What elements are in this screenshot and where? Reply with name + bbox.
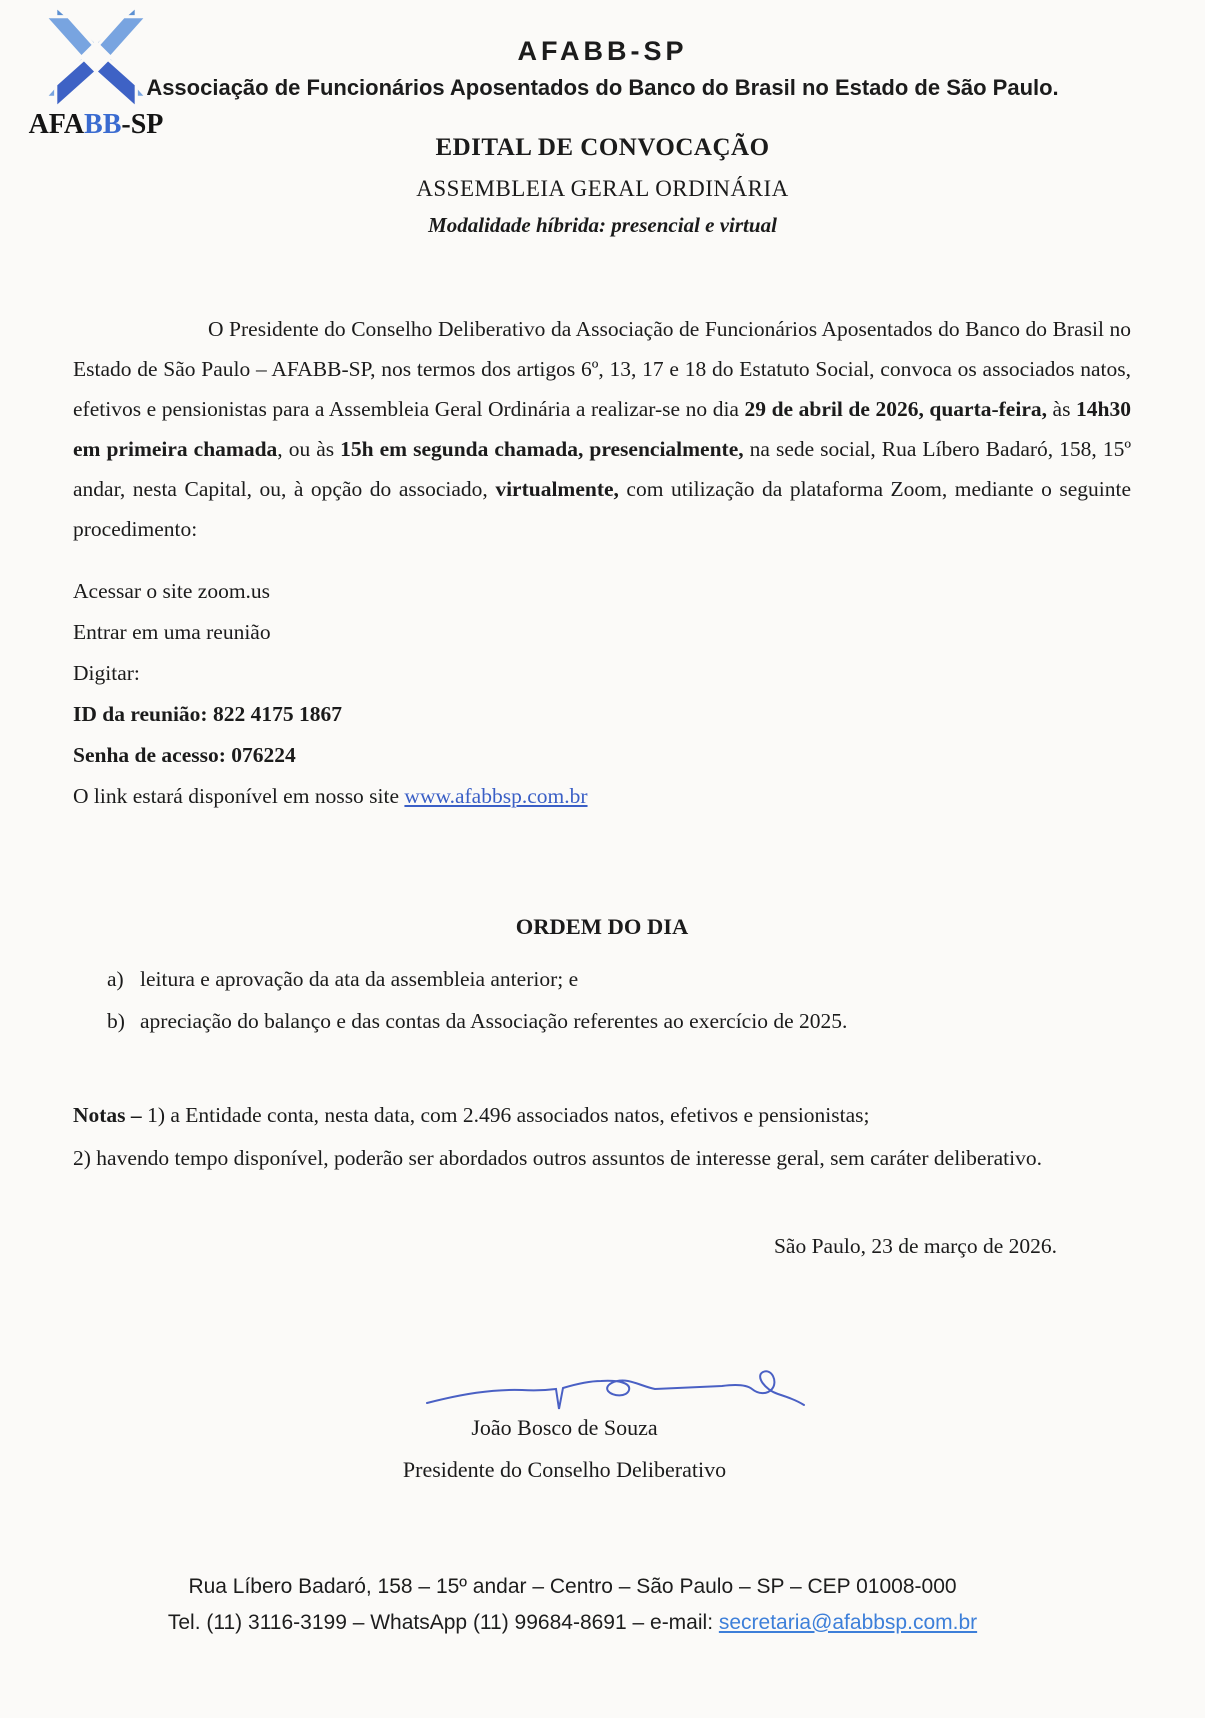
meeting-id-line: ID da reunião: 822 4175 1867 xyxy=(73,701,342,726)
logo-wordmark-suffix: -SP xyxy=(121,109,164,140)
document-subtitle: ASSEMBLEIA GERAL ORDINÁRIA xyxy=(416,176,789,201)
paragraph-segment: com utilização da plataforma Zoom, mediante o seguinte procedimento: xyxy=(73,477,1132,541)
logo-wordmark xyxy=(14,110,178,140)
zoom-procedure xyxy=(73,571,1131,817)
logo-wordmark-prefix: AFA xyxy=(28,109,85,140)
letterhead xyxy=(0,0,1205,140)
paragraph-segment: , ou às xyxy=(277,437,341,461)
note-1 xyxy=(73,1094,1131,1137)
paragraph-segment: às xyxy=(1047,397,1077,421)
procedure-step: Acessar o site zoom.us xyxy=(73,578,271,603)
footer xyxy=(0,1569,1175,1641)
note-1-text: 1) a Entidade conta, nesta data, com 2.496 associados natos, efetivos e pensionistas; xyxy=(147,1102,870,1127)
paragraph-segment: na sede social, Rua Líbero Badaró, 158, 15º andar, nesta Capital, ou, à opção do associado, xyxy=(73,437,1131,501)
paragraph-segment-bold: 14h30 em primeira chamada xyxy=(73,397,1131,461)
footer-contacts xyxy=(0,1605,1175,1641)
footer-email-link[interactable]: secretaria@afabbsp.com.br xyxy=(718,1610,978,1634)
notes-block xyxy=(73,1094,1131,1180)
signature-block xyxy=(0,1359,1205,1487)
org-acronym: AFABB-SP xyxy=(517,36,688,66)
signature-stroke xyxy=(427,1371,804,1409)
logo-wordmark-highlight: BB xyxy=(84,109,122,140)
paragraph-segment-bold: 29 de abril de 2026, quarta-feira, xyxy=(744,397,1047,421)
note-2: 2) havendo tempo disponível, poderão ser abordados outros assuntos de interesse geral, sem caráter deliberativo. xyxy=(73,1145,1042,1170)
signer-name: João Bosco de Souza xyxy=(471,1414,658,1440)
procedure-step: Digitar: xyxy=(73,660,140,685)
footer-address: Rua Líbero Badaró, 158 – 15º andar – Centro – São Paulo – SP – CEP 01008-000 xyxy=(188,1574,957,1598)
org-full-name: Associação de Funcionários Aposentados do Banco do Brasil no Estado de São Paulo. xyxy=(146,75,1059,100)
document-body xyxy=(0,309,1205,1267)
document-title: EDITAL DE CONVOCAÇÃO xyxy=(435,134,770,161)
paragraph-segment-bold: 15h em segunda chamada, presencialmente, xyxy=(340,437,744,461)
agenda-heading: ORDEM DO DIA xyxy=(515,913,689,939)
paragraph-segment: O Presidente do Conselho Deliberativo da Associação de Funcionários Aposentados do Banco do Brasil no Estado de São Paulo – AFABB-SP, nos termos dos artigos 6º, 13, 17 e 18 do Estatuto Social, convoca os associados natos, efetivos e pensionistas para a Assembleia Geral Ordinária a realizar-se no dia xyxy=(73,317,1131,421)
afabb-logo xyxy=(14,4,178,140)
meeting-password-line: Senha de acesso: 076224 xyxy=(73,742,296,767)
signer-role: Presidente do Conselho Deliberativo xyxy=(402,1456,727,1482)
procedure-step: Entrar em uma reunião xyxy=(73,619,271,644)
agenda-item-label: b) xyxy=(107,1008,125,1033)
site-link-line xyxy=(73,776,1131,817)
footer-contacts-prefix: Tel. (11) 3116-3199 – WhatsApp (11) 99684-8691 – e-mail: xyxy=(167,1610,719,1634)
agenda-item-label: a) xyxy=(107,966,124,991)
site-link[interactable]: www.afabbsp.com.br xyxy=(404,783,588,808)
date-line: São Paulo, 23 de março de 2026. xyxy=(773,1233,1057,1258)
paragraph-segment-bold: virtualmente, xyxy=(495,477,619,501)
agenda-list xyxy=(73,958,1131,1042)
afabb-logo-icon xyxy=(38,4,154,110)
convocation-paragraph xyxy=(73,309,1131,549)
signature-ink xyxy=(422,1359,812,1411)
notes-label: Notas – xyxy=(73,1102,148,1127)
agenda-item-text: leitura e aprovação da ata da assembleia anterior; e xyxy=(140,966,579,991)
agenda-item xyxy=(73,958,1131,1000)
agenda-item-text: apreciação do balanço e das contas da Associação referentes ao exercício de 2025. xyxy=(140,1008,848,1033)
site-link-prefix: O link estará disponível em nosso site xyxy=(73,783,405,808)
agenda-item xyxy=(73,1000,1131,1042)
document-modality: Modalidade híbrida: presencial e virtual xyxy=(428,213,777,237)
